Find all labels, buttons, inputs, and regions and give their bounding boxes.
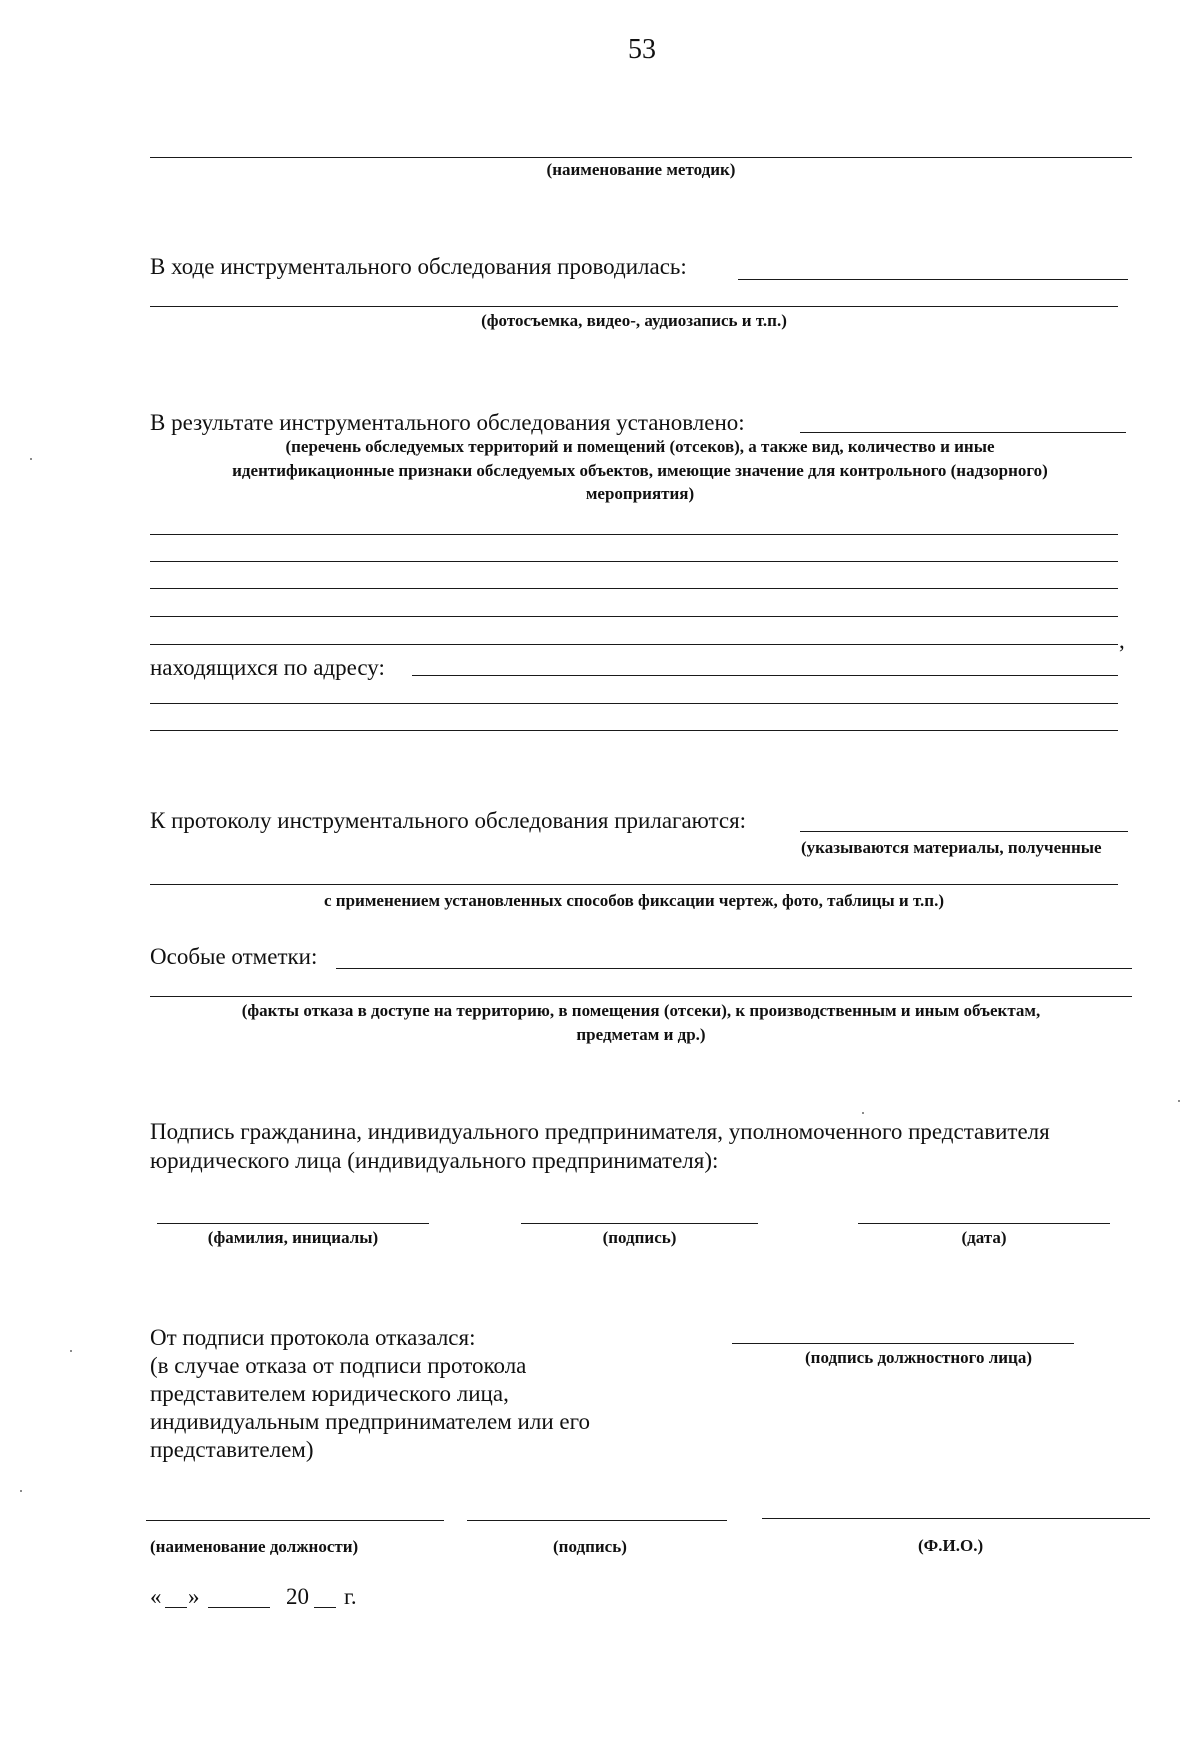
special-notes-caption-1: (факты отказа в доступе на территорию, в помещения (отсеки), к производственным и иным объектам, [241, 1001, 1041, 1020]
scan-speck [20, 1490, 22, 1492]
date-open-quote: « [150, 1584, 162, 1609]
refusal-text-1: От подписи протокола отказался: [150, 1325, 476, 1350]
address-field[interactable] [412, 675, 1118, 676]
special-notes-field-line[interactable] [150, 996, 1132, 997]
special-notes-label: Особые отметки: [150, 944, 318, 969]
survey-conducted-field[interactable] [738, 279, 1128, 280]
date-close-quote: » [188, 1584, 200, 1609]
methods-caption: (наименование методик) [546, 160, 736, 179]
official-fio-field[interactable] [762, 1518, 1150, 1519]
survey-conducted-field-2[interactable] [150, 306, 1118, 307]
date-year-field[interactable] [314, 1607, 336, 1608]
citizen-date-caption: (дата) [961, 1228, 1007, 1247]
scan-speck [70, 1350, 72, 1352]
citizen-signature-text-2: юридического лица (индивидуального предпринимателя): [150, 1148, 719, 1173]
scan-speck [1178, 1100, 1180, 1102]
refusal-text-5: представителем) [150, 1437, 314, 1462]
address-field-line[interactable] [150, 730, 1118, 731]
attachments-field[interactable] [800, 831, 1128, 832]
result-field-line[interactable] [150, 534, 1118, 535]
result-label: В результате инструментального обследования установлено: [150, 410, 745, 435]
address-label: находящихся по адресу: [150, 655, 385, 680]
survey-conducted-caption: (фотосъемка, видео-, аудиозапись и т.п.) [481, 311, 787, 330]
citizen-signature-text-1: Подпись гражданина, индивидуального предпринимателя, уполномоченного представителя [150, 1119, 1050, 1144]
attachments-label: К протоколу инструментального обследования прилагаются: [150, 808, 747, 833]
result-caption-2: идентификационные признаки обследуемых объектов, имеющие значение для контрольного (надзорного) [232, 461, 1048, 480]
survey-conducted-label: В ходе инструментального обследования проводилась: [150, 254, 687, 279]
result-caption-3: мероприятия) [585, 484, 695, 503]
attachments-field-line[interactable] [150, 884, 1118, 885]
citizen-date-field[interactable] [858, 1223, 1110, 1224]
special-notes-caption-2: предметам и др.) [576, 1025, 706, 1044]
methods-line [150, 157, 1132, 158]
citizen-name-field[interactable] [157, 1223, 429, 1224]
scan-speck [862, 1112, 864, 1114]
official-signature-field[interactable] [732, 1343, 1074, 1344]
official-position-field[interactable] [146, 1520, 444, 1521]
result-trailing-comma: , [1119, 628, 1125, 653]
official-signature-line[interactable] [467, 1520, 727, 1521]
page-number: 53 [628, 34, 656, 65]
result-field-line[interactable] [150, 644, 1118, 645]
refusal-text-2: (в случае отказа от подписи протокола [150, 1353, 527, 1378]
date-day-field[interactable] [165, 1607, 187, 1608]
date-year-prefix: 20 [286, 1584, 309, 1609]
result-field[interactable] [800, 432, 1126, 433]
result-field-line[interactable] [150, 616, 1118, 617]
official-position-caption: (наименование должности) [150, 1537, 359, 1556]
citizen-name-caption: (фамилия, инициалы) [207, 1228, 379, 1247]
citizen-signature-field[interactable] [521, 1223, 758, 1224]
date-year-suffix: г. [344, 1584, 357, 1609]
citizen-signature-caption: (подпись) [602, 1228, 677, 1247]
date-month-field[interactable] [208, 1607, 270, 1608]
result-field-line[interactable] [150, 561, 1118, 562]
official-fio-caption: (Ф.И.О.) [918, 1536, 984, 1555]
result-caption-1: (перечень обследуемых территорий и помещений (отсеков), а также вид, количество и иные [285, 437, 995, 456]
result-field-line[interactable] [150, 588, 1118, 589]
attachments-caption-1: (указываются материалы, полученные [801, 838, 1102, 857]
special-notes-field[interactable] [336, 968, 1132, 969]
refusal-text-3: представителем юридического лица, [150, 1381, 509, 1406]
refusal-text-4: индивидуальным предпринимателем или его [150, 1409, 590, 1434]
scan-speck [30, 458, 32, 460]
attachments-caption-2: с применением установленных способов фиксации чертеж, фото, таблицы и т.п.) [324, 891, 944, 910]
address-field-line[interactable] [150, 703, 1118, 704]
official-signature-caption: (подпись) [553, 1537, 627, 1556]
official-signature-caption: (подпись должностного лица) [805, 1348, 1033, 1367]
